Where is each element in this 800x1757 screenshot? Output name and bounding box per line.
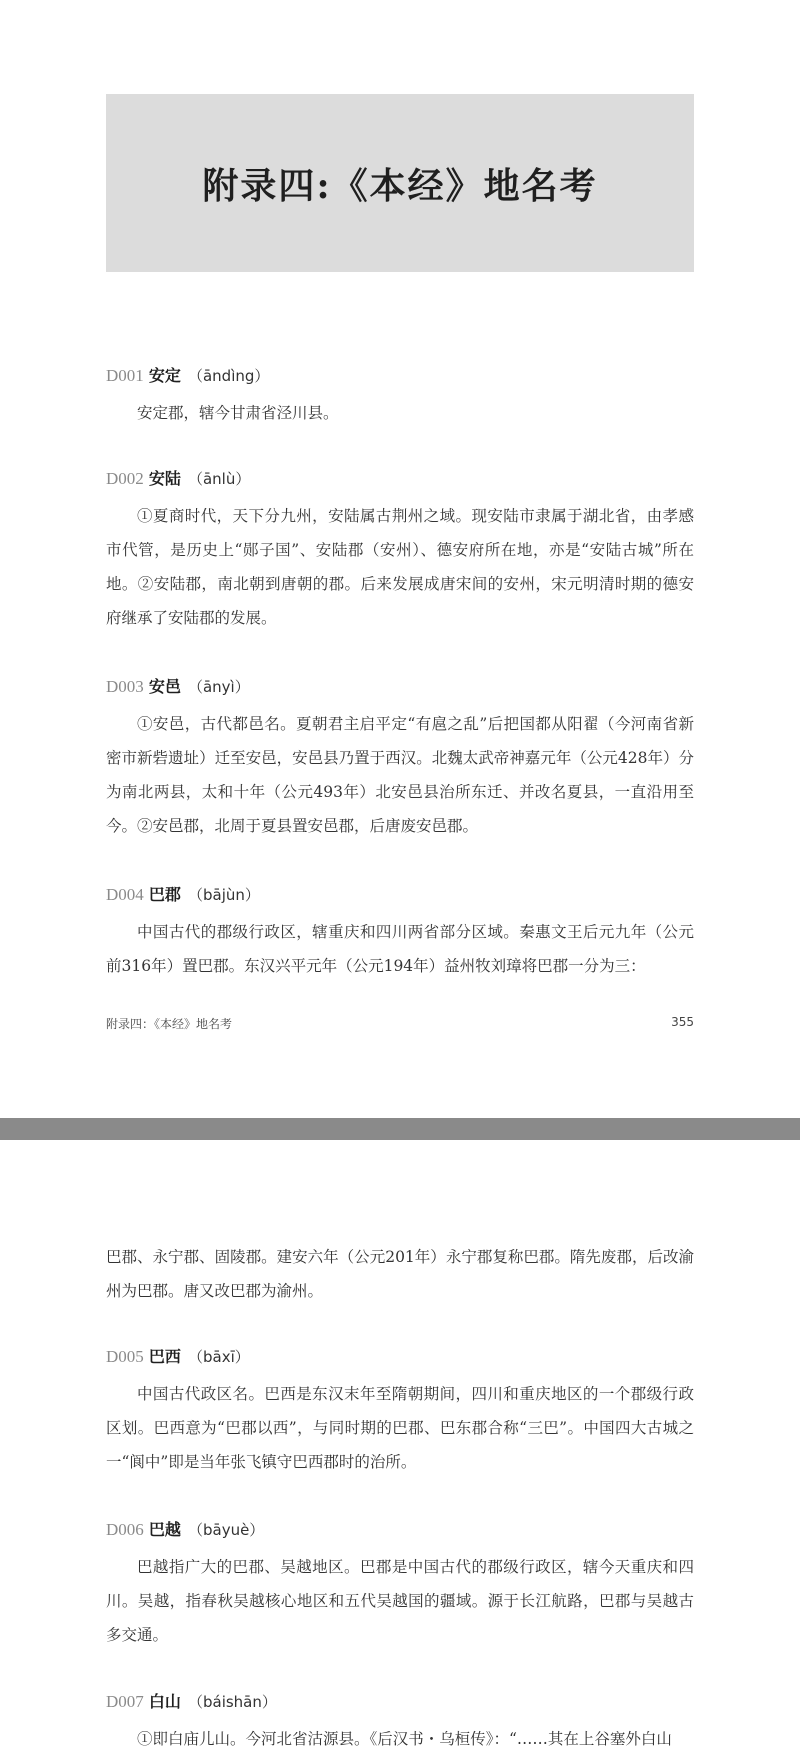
entry-pinyin: （āndìng） xyxy=(187,367,270,385)
entry-pinyin: （bāyuè） xyxy=(187,1521,265,1539)
entry-name: 巴越 xyxy=(148,1520,181,1539)
entry-text: 中国古代的郡级行政区，辖重庆和四川两省部分区域。秦惠文王后元九年（公元前316年）置巴郡。东汉兴平元年（公元194年）益州牧刘璋将巴郡一分为三： xyxy=(106,923,694,975)
entry-name: 巴西 xyxy=(148,1347,181,1366)
entry-pinyin: （ānyì） xyxy=(187,678,250,696)
entry-heading xyxy=(106,1347,694,1367)
entry-heading xyxy=(106,885,694,905)
entry-text: ①安邑，古代都邑名。夏朝君主启平定“有扈之乱”后把国都从阳翟（今河南省新密市新砦遗址）迁至安邑，安邑县乃置于西汉。北魏太武帝神嘉元年（公元428年）分为南北两县，太和十年（公元493年）北安邑县治所东迁、并改名夏县，一直沿用至今。②安邑郡，北周于夏县置安邑郡，后唐废安邑郡。 xyxy=(106,715,694,835)
entry-text: 巴越指广大的巴郡、吴越地区。巴郡是中国古代的郡级行政区，辖今天重庆和四川。吴越，指春秋吴越核心地区和五代吴越国的疆域。源于长江航路，巴郡与吴越古多交通。 xyxy=(106,1558,694,1644)
entry-code: D005 xyxy=(106,1347,144,1366)
entry-pinyin: （bājùn） xyxy=(187,886,260,904)
entry-code: D004 xyxy=(106,885,144,904)
entry-code: D006 xyxy=(106,1520,144,1539)
entry-d006 xyxy=(106,1520,694,1652)
entry-text: 安定郡，辖今甘肃省泾川县。 xyxy=(137,404,339,422)
entry-d004-continued xyxy=(106,1240,694,1308)
entry-text: ①夏商时代，天下分九州，安陆属古荆州之域。现安陆市隶属于湖北省，由孝感市代管，是历史上“郧子国”、安陆郡（安州）、德安府所在地，亦是“安陆古城”所在地。②安陆郡，南北朝到唐朝的郡。后来发展成唐宋间的安州，宋元明清时期的德安府继承了安陆郡的发展。 xyxy=(106,507,694,627)
entry-d007 xyxy=(106,1692,694,1756)
entry-heading xyxy=(106,677,694,697)
entry-heading xyxy=(106,1692,694,1712)
entry-heading xyxy=(106,366,694,386)
entry-code: D002 xyxy=(106,469,144,488)
entry-pinyin: （báishān） xyxy=(187,1693,277,1711)
entry-d002 xyxy=(106,469,694,635)
page-footer xyxy=(106,1015,694,1032)
entry-d005 xyxy=(106,1347,694,1479)
title-banner xyxy=(106,94,694,272)
entry-text: 中国古代政区名。巴西是东汉末年至隋朝期间，四川和重庆地区的一个郡级行政区划。巴西意为“巴郡以西”，与同时期的巴郡、巴东郡合称“三巴”。中国四大古城之一“阆中”即是当年张飞镇守巴西郡时的治所。 xyxy=(106,1385,694,1471)
entry-name: 安定 xyxy=(148,366,181,385)
running-footer: 附录四：《本经》地名考 xyxy=(106,1017,233,1031)
entry-code: D001 xyxy=(106,366,144,385)
page-number: 355 xyxy=(671,1015,694,1029)
continuation-text: 巴郡、永宁郡、固陵郡。建安六年（公元201年）永宁郡复称巴郡。隋先废郡，后改渝州为巴郡。唐又改巴郡为渝州。 xyxy=(106,1248,694,1300)
entry-heading xyxy=(106,469,694,489)
entry-name: 安陆 xyxy=(148,469,181,488)
entry-heading xyxy=(106,1520,694,1540)
entry-d003 xyxy=(106,677,694,843)
entry-d001 xyxy=(106,366,694,430)
entry-d004 xyxy=(106,885,694,983)
page-356 xyxy=(0,1140,800,1757)
page-title: 附录四:《本经》地名考 xyxy=(202,164,598,207)
entry-text: ①即白庙儿山。今河北省沽源县。《后汉书・乌桓传》：“……其在上谷塞外白山 xyxy=(137,1730,672,1748)
entry-code: D003 xyxy=(106,677,144,696)
entry-pinyin: （ānlù） xyxy=(187,470,251,488)
entry-code: D007 xyxy=(106,1692,144,1711)
page-divider xyxy=(0,1118,800,1140)
entry-pinyin: （bāxī） xyxy=(187,1348,250,1366)
entry-name: 巴郡 xyxy=(148,885,181,904)
entry-name: 安邑 xyxy=(148,677,181,696)
entry-name: 白山 xyxy=(148,1692,181,1711)
